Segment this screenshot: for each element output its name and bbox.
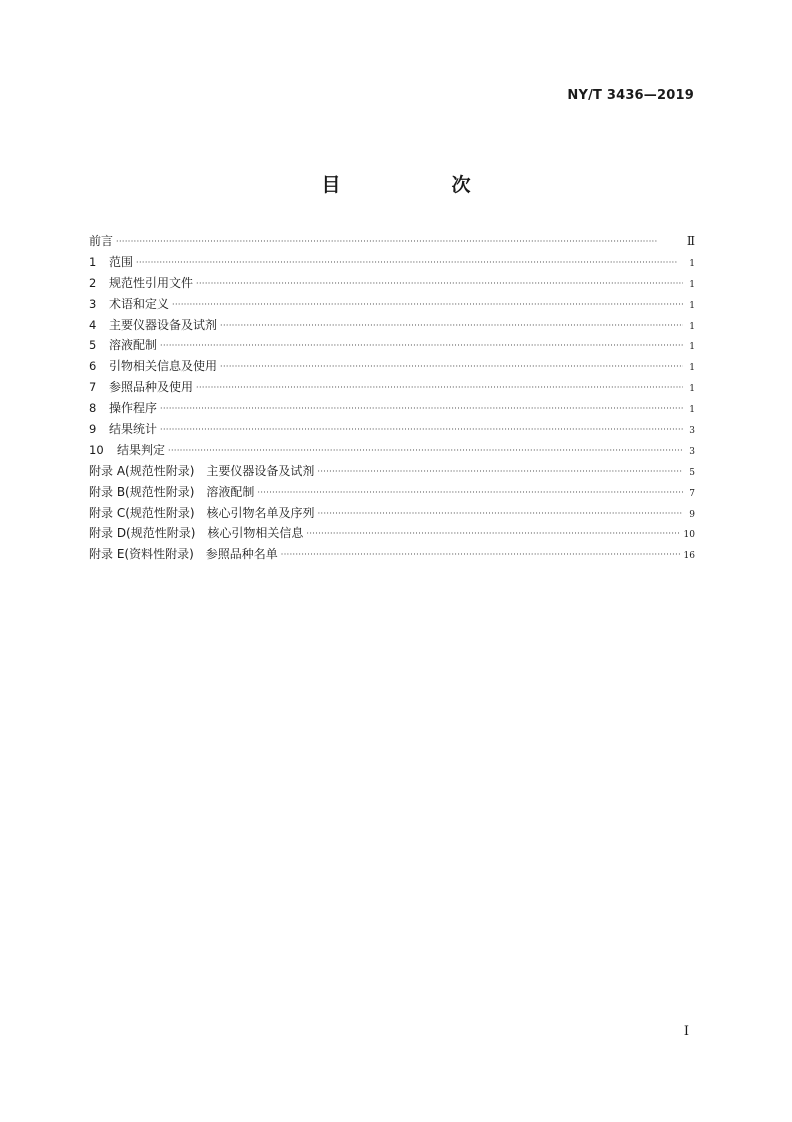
toc-entry-statistics[interactable] — [89, 419, 695, 440]
toc-leader-dots — [306, 522, 679, 534]
toc-entry-number: 3 — [89, 296, 97, 311]
toc-entry-instruments[interactable] — [89, 315, 695, 336]
toc-entry-label: 参照品种及使用 — [109, 380, 194, 395]
toc-leader-dots — [160, 397, 683, 409]
toc-entry-label: 规范性引用文件 — [109, 275, 194, 290]
toc-entry-label: 范围 — [109, 254, 134, 269]
toc-entry-page: 1 — [689, 384, 695, 395]
toc-leader-dots — [257, 481, 683, 493]
toc-entry-page: 7 — [689, 488, 695, 499]
toc-entry-number: 2 — [89, 275, 97, 290]
toc-entry-number: 5 — [89, 338, 97, 353]
toc-entry-label: 操作程序 — [109, 401, 158, 416]
toc-entry-number: 6 — [89, 359, 97, 374]
toc-leader-dots — [281, 543, 680, 555]
page-number: I — [683, 1024, 689, 1039]
standard-number: NY/T 3436—2019 — [567, 88, 694, 103]
toc-leader-dots — [220, 314, 683, 326]
toc-leader-dots — [160, 334, 683, 346]
toc-entry-page: 1 — [689, 300, 695, 311]
toc-entry-foreword[interactable] — [89, 231, 695, 252]
toc-entry-page: 3 — [689, 446, 695, 457]
toc-leader-dots — [160, 418, 683, 430]
toc-entry-number: 9 — [89, 422, 97, 437]
toc-entry-number: 4 — [89, 317, 97, 332]
toc-entry-appendix-e[interactable] — [89, 544, 695, 565]
toc-entry-label: 附录 B(规范性附录) 溶液配制 — [89, 484, 255, 499]
toc-entry-number: 1 — [89, 254, 97, 269]
toc-entry-page: 1 — [689, 405, 695, 416]
toc-leader-dots — [318, 502, 683, 514]
toc-entry-label: 术语和定义 — [109, 296, 170, 311]
toc-entry-page: 9 — [689, 509, 695, 520]
toc-leader-dots — [172, 293, 683, 305]
toc-entry-label: 前言 — [89, 234, 114, 248]
toc-entry-page: 1 — [689, 342, 695, 353]
toc-entry-page: Ⅱ — [686, 234, 695, 248]
toc-leader-dots — [136, 251, 683, 263]
toc-entry-appendix-a[interactable] — [89, 461, 695, 482]
toc-leader-dots — [116, 230, 683, 242]
toc-entry-judgement[interactable] — [89, 440, 695, 461]
toc-entry-page: 16 — [683, 551, 695, 562]
toc-entry-appendix-d[interactable] — [89, 523, 695, 544]
toc-entry-appendix-b[interactable] — [89, 482, 695, 503]
toc-entry-procedure[interactable] — [89, 398, 695, 419]
toc-entry-terms[interactable] — [89, 294, 695, 315]
toc-leader-dots — [220, 355, 683, 367]
toc-entry-number: 7 — [89, 380, 97, 395]
toc-leader-dots — [317, 460, 683, 472]
toc-entry-number: 8 — [89, 401, 97, 416]
toc-entry-page: 3 — [689, 426, 695, 437]
toc-leader-dots — [196, 272, 683, 284]
toc-entry-appendix-c[interactable] — [89, 503, 695, 524]
toc-entry-reference-varieties[interactable] — [89, 377, 695, 398]
toc-entry-page: 1 — [689, 363, 695, 374]
toc-entry-label: 溶液配制 — [109, 338, 158, 353]
toc-entry-scope[interactable] — [89, 252, 695, 273]
toc-entry-page: 10 — [683, 530, 695, 541]
toc-title: 目 次 — [321, 174, 517, 196]
toc-entry-primer-info[interactable] — [89, 356, 695, 377]
toc-entry-label: 结果统计 — [109, 422, 158, 437]
toc-entry-label: 主要仪器设备及试剂 — [109, 317, 218, 332]
toc-entry-page: 1 — [689, 258, 695, 269]
table-of-contents — [89, 231, 695, 565]
toc-entry-number: 10 — [89, 442, 104, 457]
toc-leader-dots — [196, 376, 683, 388]
toc-entry-label: 附录 A(规范性附录) 主要仪器设备及试剂 — [89, 463, 315, 478]
toc-entry-normative-references[interactable] — [89, 273, 695, 294]
toc-entry-label: 附录 C(规范性附录) 核心引物名单及序列 — [89, 505, 315, 520]
toc-entry-page: 1 — [689, 279, 695, 290]
toc-entry-solution-preparation[interactable] — [89, 335, 695, 356]
toc-leader-dots — [168, 439, 683, 451]
toc-entry-label: 附录 D(规范性附录) 核心引物相关信息 — [89, 526, 304, 541]
toc-entry-page: 5 — [689, 467, 695, 478]
toc-entry-label: 引物相关信息及使用 — [109, 359, 218, 374]
toc-entry-page: 1 — [689, 321, 695, 332]
toc-entry-label: 附录 E(资料性附录) 参照品种名单 — [89, 547, 278, 562]
toc-entry-label: 结果判定 — [117, 442, 166, 457]
